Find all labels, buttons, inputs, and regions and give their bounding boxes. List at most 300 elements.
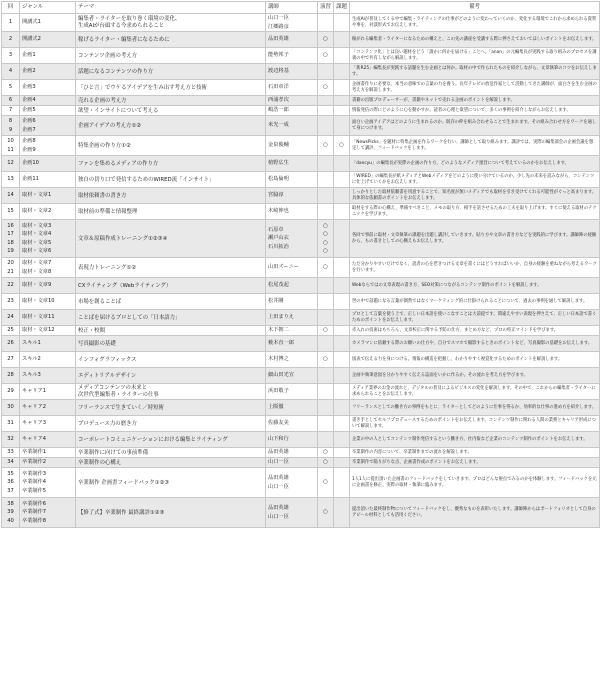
session-number	[2, 278, 20, 294]
session-number	[2, 326, 20, 336]
session-number-value: 39	[7, 509, 14, 516]
lecture-mark-value: ○	[323, 84, 328, 91]
assignment-mark	[334, 156, 350, 172]
table-row	[2, 384, 600, 400]
remarks-cell: メディア業界のお金の流れと、デジタルの普及によるビジネスの変化を解説します。その中で、これからの編集者・ライターに求められることをお伝えします。	[350, 384, 600, 400]
header-lecture: 演習	[318, 2, 334, 14]
theme-line: プロデュース力の磨き方	[78, 420, 137, 427]
genre-cell	[20, 116, 76, 136]
theme-cell	[76, 48, 266, 64]
assignment-mark	[334, 458, 350, 468]
theme-cell	[76, 416, 266, 432]
theme-line: 編集者・ライターを取り巻く環境の変化、	[78, 16, 181, 23]
instructor-cell-value: 木村博之	[268, 356, 289, 363]
genre-cell	[20, 106, 76, 116]
instructor-cell	[266, 400, 318, 416]
theme-line: 卒業制作に向けての事前準備	[78, 449, 149, 456]
theme-line: フリーランスで生きていく／時短術	[78, 404, 164, 411]
session-number	[2, 136, 20, 156]
genre-cell	[20, 294, 76, 310]
table-row	[2, 458, 600, 468]
remarks-cell: 企業の中の人としてコンテンツ制作発信するという働き方、社内報など企業のコンテンツ制作のポイントをお伝えします。	[350, 432, 600, 448]
theme-cell	[76, 278, 266, 294]
assignment-mark-value	[336, 508, 347, 517]
instructor-cell	[266, 384, 318, 400]
lecture-mark-value: ○	[323, 264, 328, 271]
session-number	[2, 400, 20, 416]
assignment-mark	[334, 64, 350, 80]
instructor-cell-value: 上田まりえ	[268, 314, 294, 321]
remarks-cell: 面白い企画アイデアはどのように生まれるのか。既存の枠を組み合わせることで生まれます。その組み合わせ方をワークを通して身につけます。	[350, 116, 600, 136]
table-row	[2, 96, 600, 106]
session-number	[2, 416, 20, 432]
theme-line: 欲望・インサイトについて考える	[78, 107, 159, 114]
session-number	[2, 458, 20, 468]
instructor-cell	[266, 106, 318, 116]
remarks-cell: カメラマンに依頼する際のお願いの仕方や、自分でスマホで撮影するときのポイントなど、写真撮影の基礎をお伝えします。	[350, 336, 600, 352]
theme-line: 特集企画の作り方①②	[78, 142, 131, 149]
session-number-value: 29	[7, 388, 14, 395]
genre-cell-value: 企画8	[22, 138, 36, 145]
genre-cell	[20, 32, 76, 48]
header-remarks: 備考	[350, 2, 600, 14]
session-number-value: 26	[7, 340, 14, 347]
theme-line: エディトリアルデザイン	[78, 372, 137, 379]
theme-cell	[76, 294, 266, 310]
genre-cell	[20, 136, 76, 156]
genre-cell-value: 企画10	[22, 160, 39, 167]
theme-line: インフォグラフィックス	[78, 356, 137, 363]
lecture-mark	[318, 48, 334, 64]
session-number-value: 32	[7, 436, 14, 443]
assignment-mark	[334, 326, 350, 336]
table-row	[2, 498, 600, 528]
assignment-mark	[334, 432, 350, 448]
lecture-mark	[318, 278, 334, 294]
genre-cell-value: 企画7	[22, 126, 36, 133]
theme-cell	[76, 156, 266, 172]
session-number-value: 23	[7, 298, 14, 305]
genre-cell-value: 卒業制作5	[22, 487, 47, 494]
theme-cell	[76, 14, 266, 32]
instructor-cell-value: 品田英雄	[268, 449, 289, 456]
session-number-value: 24	[7, 314, 14, 321]
header-genre: ジャンル	[20, 2, 76, 14]
genre-cell	[20, 64, 76, 80]
remarks-cell: 「コンテンツ化」とは良い題材をどう「誰かに何かを届ける」ことへ。「anan」の元編集長が実践する取り組みのプロセスを講義の中で共有しながら解説します。	[350, 48, 600, 64]
assignment-mark	[334, 220, 350, 258]
instructor-cell	[266, 136, 318, 156]
genre-cell	[20, 326, 76, 336]
table-row	[2, 326, 600, 336]
lecture-mark	[318, 468, 334, 498]
instructor-cell-value: 木崎伸也	[268, 208, 289, 215]
theme-line: 次世代型編集者・ライターの仕事	[78, 391, 159, 398]
theme-line: 取材前の準備と情報整理	[78, 208, 138, 215]
theme-cell	[76, 432, 266, 448]
session-number	[2, 258, 20, 278]
session-number	[2, 156, 20, 172]
genre-cell	[20, 336, 76, 352]
genre-cell	[20, 458, 76, 468]
assignment-mark	[334, 416, 350, 432]
assignment-mark-value	[336, 313, 347, 322]
instructor-cell-value: 石田章洋	[268, 84, 289, 91]
session-number-value: 5	[8, 84, 13, 91]
instructor-cell	[266, 448, 318, 458]
genre-cell-value: 取材・文章8	[22, 268, 52, 275]
instructor-cell	[266, 278, 318, 294]
instructor-cell-value: 瀬戸山玄	[268, 235, 289, 242]
genre-cell-value: 取材・文章5	[22, 239, 52, 246]
lecture-mark	[318, 156, 334, 172]
table-row	[2, 310, 600, 326]
lecture-mark	[318, 106, 334, 116]
session-number-value: 8	[8, 118, 13, 125]
genre-cell	[20, 448, 76, 458]
instructor-cell	[266, 116, 318, 136]
instructor-cell-value: 石川拓治	[268, 243, 289, 250]
instructor-cell-value: 山口一臣	[268, 459, 289, 466]
theme-cell	[76, 336, 266, 352]
lecture-mark-value	[320, 159, 331, 168]
instructor-cell-value: 嶋浩一郎	[268, 107, 289, 114]
assignment-mark-value	[336, 96, 347, 105]
assignment-mark-value	[336, 281, 347, 290]
theme-line: ことばを届けるプロとしての「日本語力」	[78, 314, 181, 321]
lecture-mark-value	[320, 403, 331, 412]
instructor-cell-value: 山口一臣	[268, 15, 289, 21]
lecture-mark-value: ○	[323, 248, 328, 255]
theme-cell	[76, 384, 266, 400]
assignment-mark	[334, 294, 350, 310]
session-number-value: 21	[7, 268, 14, 275]
theme-line: 「ひと言」でウケるアイデアを生み出す考え方と技術	[78, 84, 207, 91]
session-number-value: 9	[8, 126, 13, 133]
curriculum-table	[1, 1, 600, 528]
genre-cell-value: 取材・文章6	[22, 248, 52, 255]
lecture-mark	[318, 188, 334, 204]
theme-line: 企画アイデアの考え方①②	[78, 122, 142, 129]
genre-cell-value: 卒業制作8	[22, 517, 47, 524]
lecture-mark	[318, 448, 334, 458]
lecture-mark	[318, 172, 334, 188]
theme-cell	[76, 106, 266, 116]
assignment-mark-value	[336, 339, 347, 348]
remarks-cell: ただ分かりやすいだけでなく、読者の心を惹きつける文章を書くにはどうすればいいか、自身の経験を重ねながら考えるワークを行います。	[350, 258, 600, 278]
assignment-mark-value	[336, 18, 347, 27]
instructor-cell	[266, 258, 318, 278]
theme-cell	[76, 116, 266, 136]
remarks-cell: 企画書作りに必要な、本当の意味での言葉の力を養う。長年テレビの放送作家として活動してきた講師が、面白さを生む企画の考え方を解説します。	[350, 80, 600, 96]
remarks-cell: 情報発信の際にどのように心を動かすか。読者の心理と欲望について、多くの事例を紹介しながらお伝えします。	[350, 106, 600, 116]
instructor-cell-value: 渡辺将基	[268, 68, 289, 75]
session-number-value: 17	[7, 231, 14, 238]
lecture-mark	[318, 204, 334, 220]
instructor-cell-value: 品田英雄	[268, 505, 289, 512]
instructor-cell-value: 山田ズーニー	[268, 264, 299, 271]
instructor-cell	[266, 32, 318, 48]
lecture-mark	[318, 220, 334, 258]
assignment-mark-value	[336, 371, 347, 380]
genre-cell-value: 取材・文章11	[22, 314, 55, 321]
table-row	[2, 172, 600, 188]
instructor-cell	[266, 468, 318, 498]
table-row	[2, 468, 600, 498]
lecture-mark	[318, 498, 334, 528]
genre-cell-value: スキル2	[22, 356, 41, 363]
assignment-mark-value	[336, 263, 347, 272]
theme-cell	[76, 204, 266, 220]
theme-line: 卒業制作 企画書フィードバック①②③	[78, 479, 170, 486]
session-number-value: 4	[8, 68, 13, 75]
theme-line: 独自の切り口で発信するためのWIRED流「インサイト」	[78, 176, 215, 183]
instructor-cell-value: 植野広生	[268, 160, 289, 167]
genre-cell	[20, 96, 76, 106]
session-number	[2, 368, 20, 384]
instructor-cell	[266, 48, 318, 64]
session-number	[2, 48, 20, 64]
remarks-cell: しっかりとした取材依頼書を用意することで、知名度が無いメディアでも取材を引き受けてくれる可能性がぐっと高まります。具体的な依頼書のポイントをお伝えします。	[350, 188, 600, 204]
genre-cell-value: 卒業制作4	[22, 479, 47, 486]
table-row	[2, 448, 600, 458]
instructor-cell	[266, 220, 318, 258]
table-row	[2, 352, 600, 368]
table-row	[2, 136, 600, 156]
session-number-value: 38	[7, 500, 14, 507]
session-number	[2, 310, 20, 326]
assignment-mark	[334, 116, 350, 136]
assignment-mark-value	[336, 326, 347, 335]
genre-cell-value: 企画3	[22, 84, 36, 91]
assignment-mark	[334, 204, 350, 220]
session-number	[2, 220, 20, 258]
remarks-cell: 「新R25」編集長が実践する話題を生む企画とは何か。取材の中で作られたものを紹介しながら、文章執筆のコツをお伝えします。	[350, 64, 600, 80]
instructor-cell-value: 米光一成	[268, 122, 289, 129]
lecture-mark	[318, 416, 334, 432]
lecture-mark-value	[320, 339, 331, 348]
genre-cell-value: キャリア2	[22, 404, 47, 411]
header-theme: テーマ	[76, 2, 266, 14]
instructor-cell-value: 細山田光宣	[268, 372, 294, 379]
assignment-mark-value	[336, 106, 347, 115]
instructor-cell	[266, 498, 318, 528]
lecture-mark-value	[320, 281, 331, 290]
theme-cell	[76, 258, 266, 278]
lecture-mark	[318, 326, 334, 336]
assignment-mark-value	[336, 297, 347, 306]
remarks-cell: 稼がれる編集者・ライターになるための構えと、この先の講座を受講する際に押さえておいてほしいポイントをお伝えします。	[350, 32, 600, 48]
genre-cell	[20, 432, 76, 448]
instructor-cell-value: 宮脇淳	[268, 192, 284, 199]
session-number	[2, 294, 20, 310]
session-number-value: 31	[7, 420, 14, 427]
instructor-cell	[266, 64, 318, 80]
remarks-cell: 書籍の出版プロデューサーが、書籍やネットで売れる企画のポイントを解説します。	[350, 96, 600, 106]
instructor-cell-value: 上阪徹	[268, 404, 284, 411]
session-number-value: 20	[7, 260, 14, 267]
session-number-value: 40	[7, 517, 14, 524]
genre-cell	[20, 48, 76, 64]
assignment-mark-value	[336, 230, 347, 239]
theme-cell	[76, 468, 266, 498]
instructor-cell	[266, 368, 318, 384]
assignment-mark-value	[336, 51, 347, 60]
genre-cell-value: 開講式1	[22, 19, 41, 26]
lecture-mark	[318, 14, 334, 32]
session-number-value: 19	[7, 248, 14, 255]
lecture-mark-value: ○	[323, 479, 328, 486]
table-row	[2, 32, 600, 48]
lecture-mark	[318, 80, 334, 96]
genre-cell-value: 取材・文章3	[22, 222, 52, 229]
genre-cell-value: 取材・文章7	[22, 260, 52, 267]
lecture-mark-value: ○	[323, 327, 328, 334]
lecture-mark-value	[320, 297, 331, 306]
instructor-cell-value: 金泉俊輔	[268, 142, 289, 149]
genre-cell-value: 企画9	[22, 146, 36, 153]
session-number-value: 35	[7, 470, 14, 477]
instructor-cell	[266, 458, 318, 468]
lecture-mark-value: ○	[323, 459, 328, 466]
session-number-value: 3	[8, 52, 13, 59]
session-number-value: 11	[7, 146, 14, 153]
assignment-mark-value	[336, 387, 347, 396]
remarks-cell: 卒業制作で陥りがちな点、企画書作成のポイントをお伝えします。	[350, 458, 600, 468]
theme-line: 文章＆原稿作成トレーニング①②③④	[78, 235, 168, 242]
assignment-mark	[334, 498, 350, 528]
table-row	[2, 64, 600, 80]
theme-line: 表現力トレーニング①②	[78, 264, 137, 271]
session-number-value: 13	[7, 176, 14, 183]
instructor-cell	[266, 326, 318, 336]
table-row	[2, 368, 600, 384]
theme-line: 生成AIが台頭する今求められること	[78, 22, 165, 29]
genre-cell-value: スキル3	[22, 372, 41, 379]
session-number-value: 34	[7, 459, 14, 466]
genre-cell-value: 開講式2	[22, 36, 41, 43]
lecture-mark	[318, 32, 334, 48]
theme-cell	[76, 352, 266, 368]
theme-line: 稼げるライター・編集者になるために	[78, 36, 170, 43]
remarks-cell: 「dancyu」の編集長が実際の企画の作り方、どのようなメディア運営について考えているのかをお伝えします。	[350, 156, 600, 172]
session-number	[2, 80, 20, 96]
theme-line: 取材依頼書の書き方	[78, 192, 127, 199]
session-number-value: 14	[7, 192, 14, 199]
genre-cell-value: 取材・文章4	[22, 231, 52, 238]
genre-cell-value: 卒業制作2	[22, 459, 47, 466]
session-number-value: 30	[7, 404, 14, 411]
assignment-mark-value	[336, 35, 347, 44]
session-number	[2, 336, 20, 352]
theme-cell	[76, 498, 266, 528]
theme-line: 卒業制作の心構え	[78, 459, 122, 466]
instructor-cell	[266, 80, 318, 96]
session-number-value: 18	[7, 239, 14, 246]
theme-line: CXライティング（Webライティング）	[78, 282, 172, 289]
genre-cell-value: キャリア4	[22, 436, 47, 443]
instructor-cell	[266, 416, 318, 432]
instructor-cell-value: 佐藤友美	[268, 420, 289, 427]
theme-cell	[76, 310, 266, 326]
remarks-cell: 赤入れの技術はもちろん、文章校正に関する予防の仕方、まとめ方など、プロの校正マインドを学びます。	[350, 326, 600, 336]
lecture-mark	[318, 352, 334, 368]
theme-line: 写真撮影の基礎	[78, 340, 116, 347]
genre-cell	[20, 498, 76, 528]
genre-cell-value: 企画11	[22, 176, 39, 183]
lecture-mark-value	[320, 191, 331, 200]
lecture-mark-value: ○	[323, 52, 328, 59]
lecture-mark	[318, 336, 334, 352]
instructor-cell-value: 浜田敬子	[268, 388, 289, 395]
genre-cell	[20, 468, 76, 498]
assignment-mark	[334, 278, 350, 294]
table-row	[2, 278, 600, 294]
remarks-cell: 1人1人に提出頂いた企画書のフィードバックをしていきます。プロはどんな視点でみるのかを体験します。フィードバックを元に企画書を修正、実際の取材・執筆に臨みます。	[350, 468, 600, 498]
theme-cell	[76, 64, 266, 80]
genre-cell-value: 卒業制作3	[22, 470, 47, 477]
lecture-mark-value	[320, 175, 331, 184]
genre-cell	[20, 172, 76, 188]
remarks-cell: 取材をする際の心構え、準備すべきこと、メモの取り方、相手を話させるための工夫を取り上げます。すぐに使える取材のテクニックを学びます。	[350, 204, 600, 220]
genre-cell-value: キャリア1	[22, 388, 47, 395]
session-number-value: 16	[7, 222, 14, 229]
table-row	[2, 400, 600, 416]
lecture-mark-value	[320, 67, 331, 76]
session-number	[2, 352, 20, 368]
session-number	[2, 64, 20, 80]
instructor-cell-value: 山口一臣	[268, 483, 289, 490]
genre-cell-value: 卒業制作1	[22, 449, 47, 456]
header-row	[2, 2, 600, 14]
session-number-value: 22	[7, 282, 14, 289]
remarks-cell: プロとして言葉を使う上で、正しい日本語を使いこなすことは大前提です。間違えやすい表現を押さえて、正しい日本語で書くためのポイントをお伝えします。	[350, 310, 600, 326]
assignment-mark	[334, 80, 350, 96]
table-row	[2, 220, 600, 258]
lecture-mark-value	[320, 435, 331, 444]
theme-line: 市場を創ることば	[78, 298, 122, 305]
table-row	[2, 416, 600, 432]
instructor-cell-value: 山口一臣	[268, 513, 289, 520]
assignment-mark	[334, 106, 350, 116]
theme-cell	[76, 368, 266, 384]
session-number-value: 10	[7, 138, 14, 145]
genre-cell	[20, 80, 76, 96]
assignment-mark	[334, 448, 350, 458]
session-number-value: 37	[7, 487, 14, 494]
assignment-mark-value	[336, 435, 347, 444]
lecture-mark-value: ○	[323, 356, 328, 363]
assignment-mark-value	[336, 175, 347, 184]
table-row	[2, 80, 600, 96]
assignment-mark	[334, 188, 350, 204]
instructor-cell-value: 江郷路彦	[268, 23, 289, 30]
theme-line: 校正・校閲	[78, 327, 105, 334]
session-number	[2, 188, 20, 204]
assignment-mark-value	[336, 159, 347, 168]
genre-cell-value: 企画2	[22, 68, 36, 75]
assignment-mark	[334, 48, 350, 64]
session-number-value: 33	[7, 449, 14, 456]
assignment-mark-value	[336, 83, 347, 92]
assignment-mark	[334, 368, 350, 384]
assignment-mark-value	[336, 448, 347, 457]
assignment-mark	[334, 32, 350, 48]
lecture-mark-value	[320, 121, 331, 130]
lecture-mark	[318, 384, 334, 400]
instructor-cell	[266, 14, 318, 32]
session-number	[2, 96, 20, 106]
